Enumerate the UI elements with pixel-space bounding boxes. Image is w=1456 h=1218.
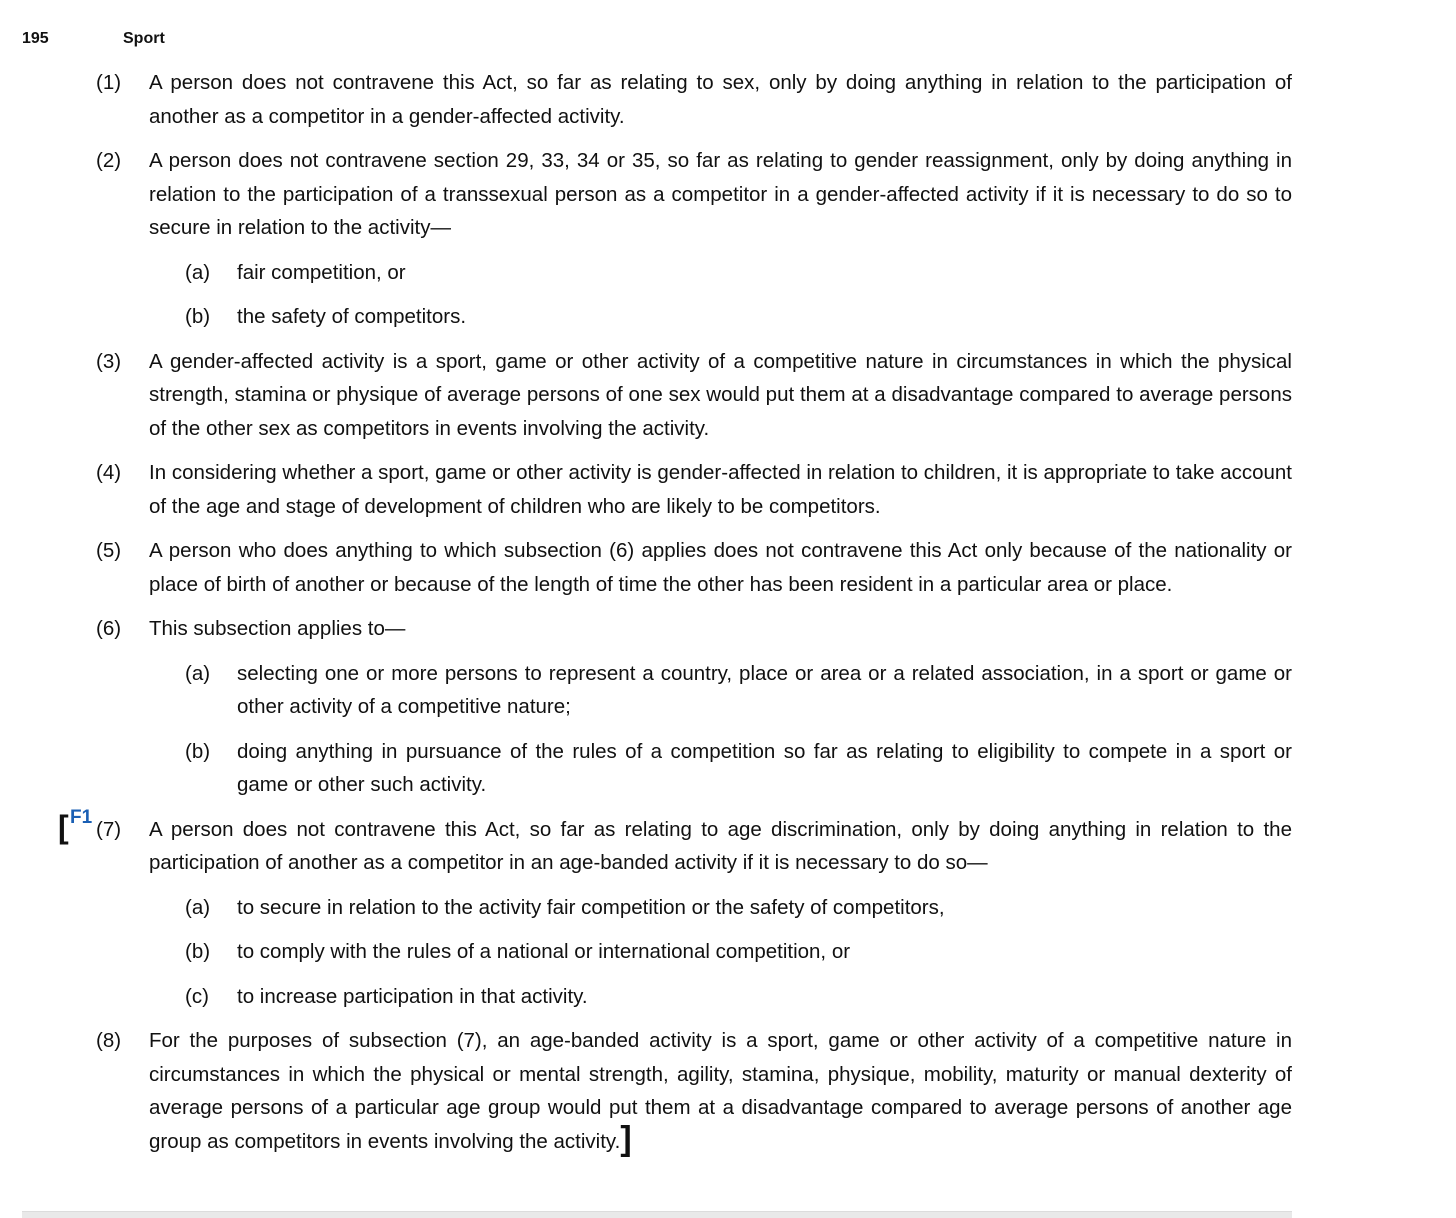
- subsection-7-item-a: [96, 891, 1292, 925]
- subsection-3: [96, 345, 1292, 446]
- subsection-text: A person does not contravene section 29, 33, 34 or 35, so far as relating to gender reassignment, only by doing anything in relation to the participation of a transsexual person as a competitor in a gender-affected activity if it is necessary to do so to secure in relation to the activity—: [149, 149, 1292, 239]
- subsection-7: [58, 806, 1292, 880]
- subsection-text: In considering whether a sport, game or other activity is gender-affected in relation to children, it is appropriate to take account of the age and stage of development of children who are likely to be competitors.: [149, 461, 1292, 518]
- subsection-7-item-c: [96, 980, 1292, 1014]
- subsection-number: (8): [96, 1029, 122, 1052]
- item-letter: (b): [185, 305, 211, 328]
- amendment-open-bracket: [: [58, 808, 69, 845]
- item-text: the safety of competitors.: [237, 305, 467, 328]
- subsection-2-item-b: [96, 300, 1292, 334]
- subsection-2: [96, 144, 1292, 245]
- subsection-4: [96, 456, 1292, 523]
- subsection-text: This subsection applies to—: [149, 617, 406, 640]
- item-letter: (b): [185, 739, 211, 763]
- item-letter: (b): [185, 940, 211, 963]
- subsection-number: (5): [96, 539, 122, 562]
- subsection-number: (1): [96, 71, 122, 94]
- subsection-5: [96, 534, 1292, 601]
- subsection-6-item-b: [96, 735, 1292, 802]
- item-text: to comply with the rules of a national or international competition, or: [237, 940, 851, 963]
- subsection-text: For the purposes of subsection (7), an age-banded activity is a sport, game or other activity of a competitive nature in circumstances in which the physical or mental strength, agility, stamina, physique, mobility, maturity or manual dexterity of average persons of a particular age group would put them at a disadvantage compared to average persons of another age group as competitors in events involving the activity.: [149, 1029, 1292, 1153]
- subsection-text: A person does not contravene this Act, so far as relating to age discrimination, only by doing anything in relation to the participation of another as a competitor in an age-banded activity if it is necessary to do so—: [149, 817, 1292, 874]
- subsection-number: (2): [96, 149, 122, 172]
- amendment-close-bracket: ]: [620, 1119, 632, 1158]
- subsection-number: (6): [96, 617, 122, 640]
- subsection-7-item-b: [96, 935, 1292, 969]
- item-text: doing anything in pursuance of the rules of a competition so far as relating to eligibility to compete in a sport or game or other such activity.: [237, 739, 1292, 796]
- item-letter: (a): [185, 661, 211, 685]
- subsection-number: (4): [96, 461, 122, 484]
- subsection-number: (3): [96, 349, 122, 373]
- subsection-text: A person who does anything to which subsection (6) applies does not contravene this Act only because of the nationality or place of birth of another or because of the length of time the other has been resident in a particular area or place.: [149, 539, 1292, 596]
- item-letter: (a): [185, 895, 211, 919]
- item-text: to increase participation in that activity.: [237, 984, 588, 1008]
- subsection-8: [96, 1024, 1292, 1158]
- subsection-1: [96, 66, 1292, 133]
- item-letter: (a): [185, 260, 211, 284]
- subsection-6-item-a: [96, 657, 1292, 724]
- item-text: selecting one or more persons to represent a country, place or area or a related association, in a sport or game or other activity of a competitive nature;: [237, 661, 1292, 718]
- section-title: Sport: [123, 30, 165, 47]
- page-number: 195: [22, 30, 49, 47]
- subsection-text: A person does not contravene this Act, so far as relating to sex, only by doing anything in relation to the participation of another as a competitor in a gender-affected activity.: [149, 71, 1292, 128]
- item-text: to secure in relation to the activity fair competition or the safety of competitors,: [237, 895, 945, 919]
- amendment-footnote-link[interactable]: F1: [70, 806, 93, 828]
- item-letter: (c): [185, 984, 209, 1008]
- item-text: fair competition, or: [237, 260, 406, 284]
- subsection-text: A gender-affected activity is a sport, game or other activity of a competitive nature in circumstances in which the physical strength, stamina or physique of average persons of one sex would put them at a disadvantage compared to average persons of the other sex as competitors in events involving the activity.: [149, 349, 1292, 440]
- subsection-2-item-a: [96, 256, 1292, 290]
- section-body: [58, 66, 1292, 1169]
- subsection-6: [96, 612, 1292, 646]
- subsection-number: (7): [96, 817, 122, 841]
